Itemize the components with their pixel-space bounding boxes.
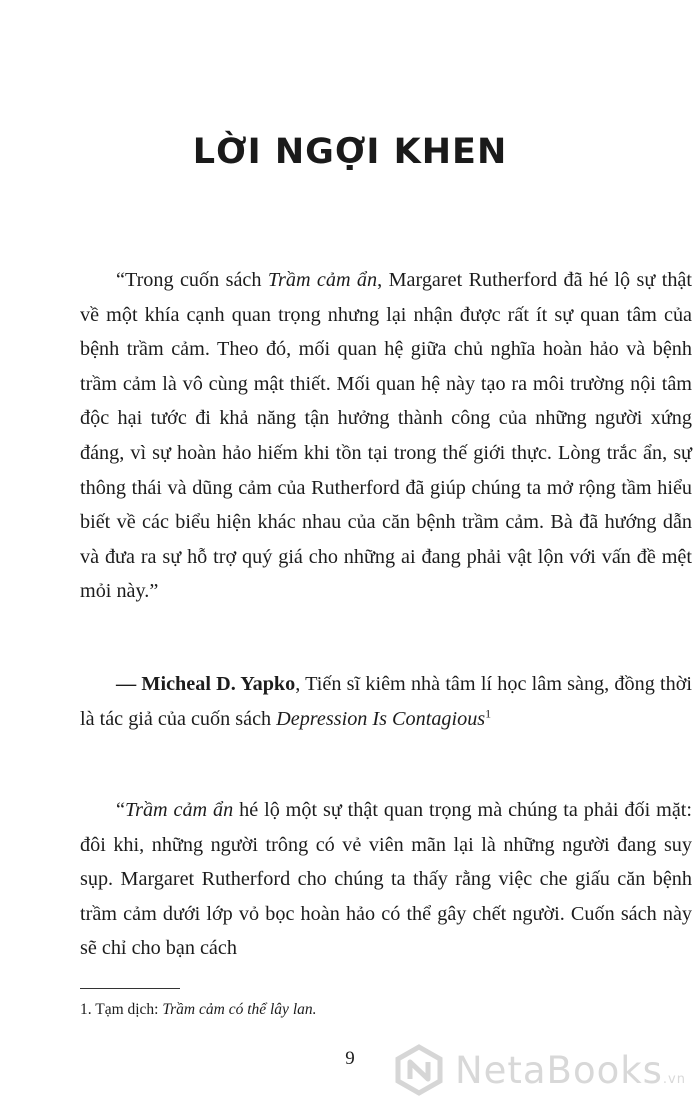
quote-2-text: hé lộ một sự thật quan trọng mà chúng ta phải đối mặt: đôi khi, những người trông có vẻ viên mãn lại là những người đang suy sụp. Margaret Rutherford cho chúng ta thấy rằng việc che giấu căn bệnh trầm cảm dưới lớp vỏ bọc hoàn hảo có thể gây chết người. Cuốn sách này sẽ chỉ cho bạn cách	[80, 799, 692, 960]
quote-1-book-title: Trầm cảm ẩn	[267, 269, 378, 291]
quote-1-paragraph	[80, 263, 692, 609]
watermark	[393, 1042, 686, 1098]
watermark-brand-text: NetaBooks	[454, 1048, 663, 1092]
quote-2-open: “	[116, 799, 125, 821]
page-number: 9	[345, 1048, 355, 1069]
quote-2	[80, 793, 692, 966]
watermark-brand	[455, 1049, 686, 1092]
netabooks-logo-icon	[393, 1044, 445, 1096]
footnote-reference: 1	[485, 705, 492, 720]
quote-1-text: , Margaret Rutherford đã hé lộ sự thật về một khía cạnh quan trọng nhưng lại nhận được rất ít sự quan tâm của bệnh trầm cảm. Theo đó, mối quan hệ giữa chủ nghĩa hoàn hảo và bệnh trầm cảm là vô cùng mật thiết. Mối quan hệ này tạo ra môi trường nội tâm độc hại tước đi khả năng tận hưởng thành công của những người xứng đáng, vì sự hoàn hảo hiếm khi tồn tại trong thế giới thực. Lòng trắc ẩn, sự thông thái và dũng cảm của Rutherford đã giúp chúng ta mở rộng tầm hiểu biết về các biểu hiện khác nhau của căn bệnh trầm cảm. Bà đã hướng dẫn và đưa ra sự hỗ trợ quý giá cho những ai đang phải vật lộn với vấn đề mệt mỏi này.”	[80, 269, 692, 603]
quote-2-book-title: Trầm cảm ẩn	[124, 799, 234, 821]
footnote-label: 1. Tạm dịch:	[80, 1001, 163, 1018]
quote-1-open: “Trong cuốn sách	[116, 269, 268, 291]
quote-1	[80, 263, 692, 609]
page-heading: LỜI NGỢI KHEN	[192, 132, 508, 172]
attribution-1-role: , Tiến sĩ kiêm nhà tâm lí học lâm sàng, đồng thời là tác giả của cuốn sách	[80, 673, 693, 730]
footnote-translation: Trầm cảm có thể lây lan.	[162, 1001, 317, 1018]
footnote-divider	[80, 988, 180, 989]
attribution-1	[80, 667, 692, 736]
watermark-suffix: .vn	[662, 1071, 686, 1087]
quote-2-paragraph	[80, 793, 692, 966]
attribution-1-paragraph	[80, 667, 692, 736]
footnote	[80, 1000, 680, 1020]
attribution-1-book: Depression Is Contagious	[276, 707, 486, 730]
attribution-1-name: — Micheal D. Yapko	[116, 673, 296, 695]
